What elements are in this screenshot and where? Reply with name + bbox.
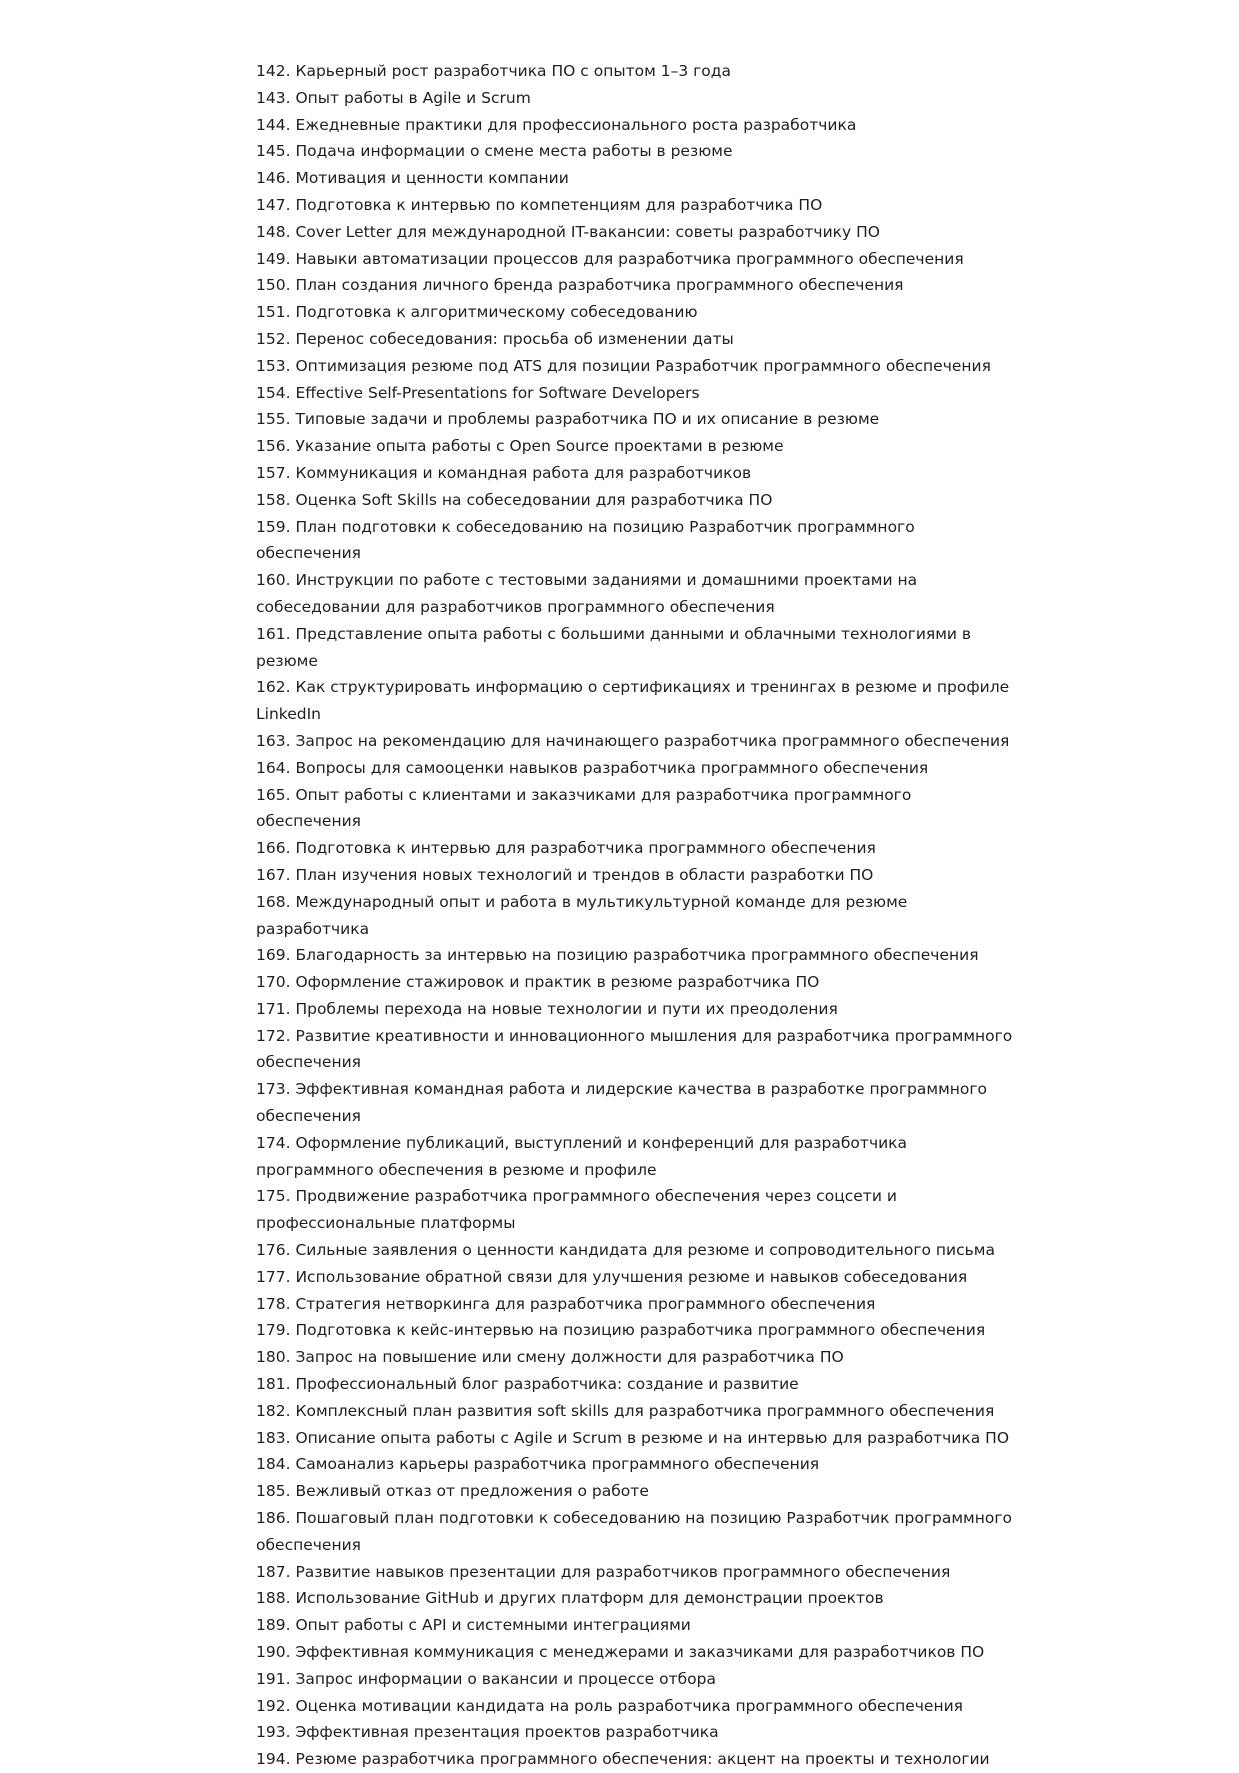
list-item-number: 160. xyxy=(256,571,291,590)
list-item xyxy=(256,299,1016,326)
list-item-text: Коммуникация и командная работа для разработчиков xyxy=(295,463,752,482)
list-item-number: 157. xyxy=(256,463,291,482)
list-item-text: Вежливый отказ от предложения о работе xyxy=(295,1482,649,1501)
list-item-text: Cover Letter для международной IT-вакансии: советы разработчику ПО xyxy=(295,222,880,241)
list-item-text: Международный опыт и работа в мультикультурной команде для резюме разработчика xyxy=(256,892,908,938)
list-item xyxy=(256,1264,1016,1291)
list-item xyxy=(256,728,1016,755)
list-item xyxy=(256,1237,1016,1264)
list-item-number: 163. xyxy=(256,731,291,750)
list-item-number: 178. xyxy=(256,1294,291,1313)
list-item-text: Развитие навыков презентации для разработчиков программного обеспечения xyxy=(295,1562,951,1581)
list-item-text: Использование GitHub и других платформ для демонстрации проектов xyxy=(295,1589,884,1608)
list-item-text: Комплексный план развития soft skills для разработчика программного обеспечения xyxy=(295,1401,995,1420)
list-item xyxy=(256,889,1016,943)
list-item xyxy=(256,1585,1016,1612)
list-item xyxy=(256,621,1016,675)
list-item xyxy=(256,674,1016,728)
list-item-text: Запрос информации о вакансии и процессе отбора xyxy=(295,1669,716,1688)
list-item-text: Типовые задачи и проблемы разработчика ПО и их описание в резюме xyxy=(295,410,880,429)
list-item xyxy=(256,1559,1016,1586)
list-item-text: Опыт работы с API и системными интеграциями xyxy=(295,1616,691,1635)
list-item-number: 168. xyxy=(256,892,291,911)
list-item-text: Запрос на повышение или смену должности для разработчика ПО xyxy=(295,1348,844,1367)
list-item xyxy=(256,1023,1016,1077)
list-item-number: 180. xyxy=(256,1348,291,1367)
list-item-text: Эффективная презентация проектов разработчика xyxy=(295,1723,719,1742)
list-item-text: Запрос на рекомендацию для начинающего разработчика программного обеспечения xyxy=(295,731,1010,750)
list-item xyxy=(256,1639,1016,1666)
list-item-text: Профессиональный блог разработчика: создание и развитие xyxy=(295,1375,799,1394)
list-item xyxy=(256,1693,1016,1720)
list-item-number: 154. xyxy=(256,383,291,402)
list-item-number: 174. xyxy=(256,1133,291,1152)
list-item-number: 179. xyxy=(256,1321,291,1340)
list-item xyxy=(256,326,1016,353)
list-item-text: Оценка мотивации кандидата на роль разработчика программного обеспечения xyxy=(295,1696,963,1715)
list-item xyxy=(256,192,1016,219)
list-item-number: 158. xyxy=(256,490,291,509)
list-item-text: Ежедневные практики для профессионального роста разработчика xyxy=(295,115,857,134)
list-item-number: 191. xyxy=(256,1669,291,1688)
list-item xyxy=(256,1451,1016,1478)
list-item-number: 152. xyxy=(256,329,291,348)
list-item-number: 142. xyxy=(256,62,291,80)
list-item xyxy=(256,1371,1016,1398)
list-item-text: Сильные заявления о ценности кандидата для резюме и сопроводительного письма xyxy=(295,1241,995,1260)
list-item-text: Стратегия нетворкинга для разработчика программного обеспечения xyxy=(295,1294,876,1313)
list-item-text: Опыт работы в Agile и Scrum xyxy=(295,88,531,107)
list-item-text: Карьерный рост разработчика ПО с опытом 1–3 года xyxy=(295,62,731,80)
list-item xyxy=(256,567,1016,621)
list-item-number: 193. xyxy=(256,1723,291,1742)
list-item-text: Оформление публикаций, выступлений и конференций для разработчика программного обеспечения в резюме и профиле xyxy=(256,1133,908,1179)
list-item xyxy=(256,1746,1016,1773)
list-item-number: 185. xyxy=(256,1482,291,1501)
list-item-text: Представление опыта работы с большими данными и облачными технологиями в резюме xyxy=(256,624,972,670)
list-item-text: Оформление стажировок и практик в резюме разработчика ПО xyxy=(295,973,820,992)
list-item-text: Оценка Soft Skills на собеседовании для разработчика ПО xyxy=(295,490,773,509)
list-item-number: 188. xyxy=(256,1589,291,1608)
list-item-number: 167. xyxy=(256,865,291,884)
list-item xyxy=(256,433,1016,460)
list-item-number: 173. xyxy=(256,1080,291,1099)
list-item-number: 183. xyxy=(256,1428,291,1447)
list-item-number: 153. xyxy=(256,356,291,375)
list-item-number: 148. xyxy=(256,222,291,241)
list-item xyxy=(256,487,1016,514)
list-item-text: План изучения новых технологий и трендов в области разработки ПО xyxy=(295,865,874,884)
list-item-number: 192. xyxy=(256,1696,291,1715)
list-item-text: Навыки автоматизации процессов для разработчика программного обеспечения xyxy=(295,249,964,268)
list-item xyxy=(256,942,1016,969)
list-item-text: Перенос собеседования: просьба об изменении даты xyxy=(295,329,734,348)
list-item xyxy=(256,138,1016,165)
list-item-number: 166. xyxy=(256,839,291,858)
list-item-text: Опыт работы с клиентами и заказчиками для разработчика программного обеспечения xyxy=(256,785,912,831)
list-item-number: 150. xyxy=(256,276,291,295)
list-item xyxy=(256,1344,1016,1371)
list-item-text: Подготовка к интервью для разработчика программного обеспечения xyxy=(295,839,876,858)
list-item-text: Эффективная коммуникация с менеджерами и заказчиками для разработчиков ПО xyxy=(295,1643,985,1662)
list-item-text: Использование обратной связи для улучшения резюме и навыков собеседования xyxy=(295,1267,968,1286)
list-item xyxy=(256,1666,1016,1693)
list-item-number: 156. xyxy=(256,437,291,456)
list-item-number: 159. xyxy=(256,517,291,536)
list-item xyxy=(256,862,1016,889)
list-item-text: Развитие креативности и инновационного мышления для разработчика программного обеспечения xyxy=(256,1026,1013,1072)
list-item-text: Проблемы перехода на новые технологии и пути их преодоления xyxy=(295,999,838,1018)
list-item xyxy=(256,514,1016,568)
list-item-number: 177. xyxy=(256,1267,291,1286)
list-item-number: 176. xyxy=(256,1241,291,1260)
list-item xyxy=(256,85,1016,112)
list-item xyxy=(256,58,1016,85)
list-item-number: 155. xyxy=(256,410,291,429)
list-item-text: Инструкции по работе с тестовыми заданиями и домашними проектами на собеседовании для разработчиков программного обеспечения xyxy=(256,571,918,616)
list-item-text: План создания личного бренда разработчика программного обеспечения xyxy=(295,276,904,295)
list-item-number: 161. xyxy=(256,624,291,643)
list-item xyxy=(256,380,1016,407)
list-item xyxy=(256,1478,1016,1505)
list-item xyxy=(256,1505,1016,1559)
list-item-number: 170. xyxy=(256,973,291,992)
list-item-text: Effective Self-Presentations for Software Developers xyxy=(295,383,700,402)
list-item xyxy=(256,969,1016,996)
list-item-text: Как структурировать информацию о сертификациях и тренингах в резюме и профиле LinkedIn xyxy=(256,678,1010,724)
list-item xyxy=(256,1076,1016,1130)
list-item-text: Указание опыта работы с Open Source проектами в резюме xyxy=(295,437,784,456)
list-item xyxy=(256,272,1016,299)
list-item-number: 144. xyxy=(256,115,291,134)
list-item-number: 146. xyxy=(256,169,291,188)
list-item xyxy=(256,246,1016,273)
list-item-text: Пошаговый план подготовки к собеседованию на позицию Разработчик программного обеспечения xyxy=(256,1509,1012,1554)
list-item-number: 184. xyxy=(256,1455,291,1474)
list-item-text: Вопросы для самооценки навыков разработчика программного обеспечения xyxy=(295,758,929,777)
list-item-number: 190. xyxy=(256,1643,291,1662)
list-item xyxy=(256,406,1016,433)
list-item xyxy=(256,1425,1016,1452)
list-item-text: Резюме разработчика программного обеспечения: акцент на проекты и технологии xyxy=(295,1750,990,1769)
list-item-text: Оптимизация резюме под ATS для позиции Разработчик программного обеспечения xyxy=(295,356,991,375)
list-item-number: 162. xyxy=(256,678,291,697)
list-item-number: 147. xyxy=(256,195,291,214)
list-item xyxy=(256,755,1016,782)
list-item-number: 171. xyxy=(256,999,291,1018)
list-item xyxy=(256,1612,1016,1639)
list-item-number: 145. xyxy=(256,142,291,161)
list-item-text: Эффективная командная работа и лидерские качества в разработке программного обеспечения xyxy=(256,1080,988,1126)
list-item xyxy=(256,1130,1016,1184)
list-item xyxy=(256,219,1016,246)
list-item xyxy=(256,835,1016,862)
list-item-number: 149. xyxy=(256,249,291,268)
list-item-number: 186. xyxy=(256,1509,291,1528)
list-item-text: Самоанализ карьеры разработчика программного обеспечения xyxy=(295,1455,820,1474)
list-item-number: 194. xyxy=(256,1750,291,1769)
list-item xyxy=(256,1398,1016,1425)
list-item xyxy=(256,782,1016,836)
list-item-number: 151. xyxy=(256,303,291,322)
list-item-text: Подача информации о смене места работы в резюме xyxy=(295,142,733,161)
list-item xyxy=(256,112,1016,139)
list-item xyxy=(256,996,1016,1023)
list-item-text: Подготовка к кейс-интервью на позицию разработчика программного обеспечения xyxy=(295,1321,986,1340)
document-list xyxy=(256,58,1016,1773)
list-item xyxy=(256,1183,1016,1237)
list-item-number: 165. xyxy=(256,785,291,804)
list-item-text: Продвижение разработчика программного обеспечения через соцсети и профессиональные платформы xyxy=(256,1187,897,1233)
list-item xyxy=(256,1291,1016,1318)
list-item xyxy=(256,1719,1016,1746)
list-item-text: Благодарность за интервью на позицию разработчика программного обеспечения xyxy=(295,946,979,965)
list-item-text: Описание опыта работы с Agile и Scrum в резюме и на интервью для разработчика ПО xyxy=(295,1428,1010,1447)
list-item xyxy=(256,165,1016,192)
list-item xyxy=(256,460,1016,487)
list-item-number: 172. xyxy=(256,1026,291,1045)
list-item-number: 169. xyxy=(256,946,291,965)
list-item-number: 143. xyxy=(256,88,291,107)
list-item-number: 164. xyxy=(256,758,291,777)
list-item xyxy=(256,1317,1016,1344)
list-item xyxy=(256,353,1016,380)
list-item-number: 187. xyxy=(256,1562,291,1581)
list-item-text: Мотивация и ценности компании xyxy=(295,169,569,188)
list-item-text: Подготовка к интервью по компетенциям для разработчика ПО xyxy=(295,195,823,214)
list-item-text: Подготовка к алгоритмическому собеседованию xyxy=(295,303,698,322)
list-item-number: 175. xyxy=(256,1187,291,1206)
list-item-number: 182. xyxy=(256,1401,291,1420)
list-item-text: План подготовки к собеседованию на позицию Разработчик программного обеспечения xyxy=(256,517,915,563)
list-item-number: 189. xyxy=(256,1616,291,1635)
list-item-number: 181. xyxy=(256,1375,291,1394)
